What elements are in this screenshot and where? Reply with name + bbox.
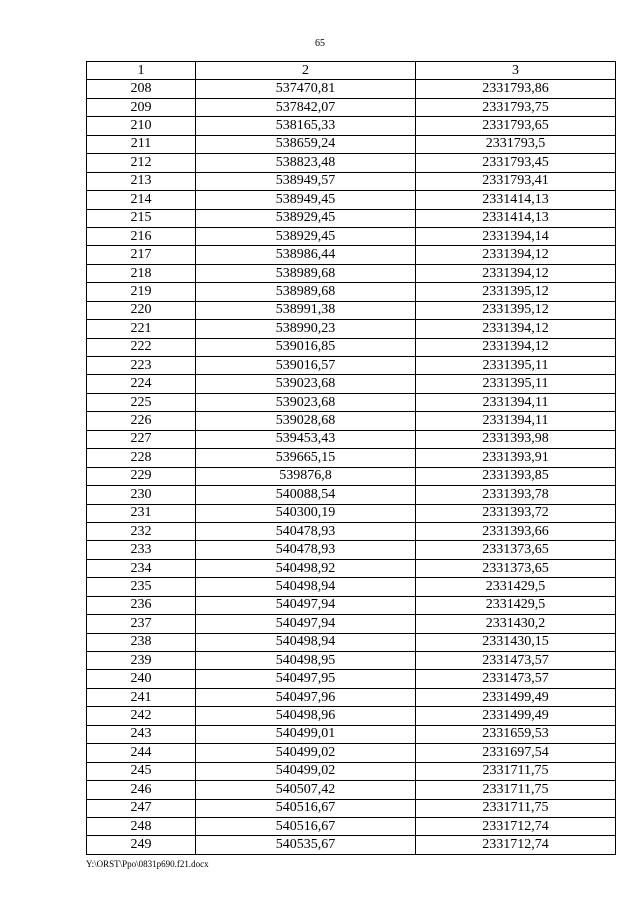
cell-y-coordinate: 2331711,75 <box>416 762 616 780</box>
table-row <box>87 707 616 725</box>
table-row <box>87 154 616 172</box>
cell-x-coordinate: 538986,44 <box>196 246 416 264</box>
cell-x-coordinate: 538929,45 <box>196 227 416 245</box>
table-row <box>87 338 616 356</box>
cell-point-number: 234 <box>87 559 196 577</box>
cell-x-coordinate: 538165,33 <box>196 117 416 135</box>
coordinates-table <box>86 61 616 855</box>
cell-x-coordinate: 539665,15 <box>196 449 416 467</box>
table-row <box>87 209 616 227</box>
cell-y-coordinate: 2331712,74 <box>416 817 616 835</box>
table-row <box>87 80 616 98</box>
cell-point-number: 240 <box>87 670 196 688</box>
cell-point-number: 226 <box>87 412 196 430</box>
table-row <box>87 393 616 411</box>
cell-x-coordinate: 540499,01 <box>196 725 416 743</box>
cell-y-coordinate: 2331711,75 <box>416 781 616 799</box>
footer-file-path: Y:\ORST\Ppo\0831p690.f21.docx <box>86 859 209 869</box>
table-row <box>87 191 616 209</box>
table-row <box>87 615 616 633</box>
cell-y-coordinate: 2331793,86 <box>416 80 616 98</box>
cell-point-number: 249 <box>87 836 196 854</box>
cell-y-coordinate: 2331499,49 <box>416 688 616 706</box>
column-header-y: 3 <box>416 62 616 80</box>
cell-x-coordinate: 539016,57 <box>196 357 416 375</box>
table-row <box>87 799 616 817</box>
cell-y-coordinate: 2331793,75 <box>416 98 616 116</box>
cell-x-coordinate: 539016,85 <box>196 338 416 356</box>
cell-x-coordinate: 540497,95 <box>196 670 416 688</box>
table-row <box>87 504 616 522</box>
column-header-point-number: 1 <box>87 62 196 80</box>
table-row <box>87 246 616 264</box>
cell-point-number: 213 <box>87 172 196 190</box>
cell-x-coordinate: 538823,48 <box>196 154 416 172</box>
cell-point-number: 212 <box>87 154 196 172</box>
cell-point-number: 219 <box>87 283 196 301</box>
cell-point-number: 239 <box>87 652 196 670</box>
cell-x-coordinate: 540478,93 <box>196 522 416 540</box>
cell-point-number: 233 <box>87 541 196 559</box>
table-row <box>87 227 616 245</box>
table-row <box>87 725 616 743</box>
cell-y-coordinate: 2331373,65 <box>416 541 616 559</box>
table-row <box>87 781 616 799</box>
cell-y-coordinate: 2331395,12 <box>416 283 616 301</box>
cell-point-number: 224 <box>87 375 196 393</box>
cell-y-coordinate: 2331429,5 <box>416 596 616 614</box>
cell-point-number: 209 <box>87 98 196 116</box>
cell-y-coordinate: 2331793,41 <box>416 172 616 190</box>
cell-point-number: 247 <box>87 799 196 817</box>
cell-y-coordinate: 2331473,57 <box>416 652 616 670</box>
cell-x-coordinate: 538949,57 <box>196 172 416 190</box>
cell-point-number: 228 <box>87 449 196 467</box>
table-row <box>87 357 616 375</box>
cell-y-coordinate: 2331473,57 <box>416 670 616 688</box>
cell-y-coordinate: 2331373,65 <box>416 559 616 577</box>
table-row <box>87 522 616 540</box>
cell-y-coordinate: 2331394,12 <box>416 320 616 338</box>
cell-x-coordinate: 540497,94 <box>196 596 416 614</box>
cell-point-number: 211 <box>87 135 196 153</box>
cell-y-coordinate: 2331395,11 <box>416 375 616 393</box>
cell-point-number: 248 <box>87 817 196 835</box>
table-row <box>87 559 616 577</box>
cell-y-coordinate: 2331659,53 <box>416 725 616 743</box>
cell-x-coordinate: 538659,24 <box>196 135 416 153</box>
cell-point-number: 241 <box>87 688 196 706</box>
table-row <box>87 98 616 116</box>
cell-point-number: 208 <box>87 80 196 98</box>
cell-y-coordinate: 2331394,14 <box>416 227 616 245</box>
cell-y-coordinate: 2331395,11 <box>416 357 616 375</box>
cell-x-coordinate: 537842,07 <box>196 98 416 116</box>
table-row <box>87 467 616 485</box>
cell-point-number: 230 <box>87 486 196 504</box>
table-row <box>87 430 616 448</box>
table-row <box>87 412 616 430</box>
table-row <box>87 541 616 559</box>
cell-point-number: 218 <box>87 264 196 282</box>
cell-point-number: 236 <box>87 596 196 614</box>
cell-point-number: 210 <box>87 117 196 135</box>
cell-y-coordinate: 2331395,12 <box>416 301 616 319</box>
cell-x-coordinate: 540088,54 <box>196 486 416 504</box>
cell-y-coordinate: 2331697,54 <box>416 744 616 762</box>
cell-y-coordinate: 2331393,98 <box>416 430 616 448</box>
cell-x-coordinate: 540498,94 <box>196 578 416 596</box>
table-row <box>87 817 616 835</box>
table-row <box>87 652 616 670</box>
cell-x-coordinate: 540498,94 <box>196 633 416 651</box>
table-row <box>87 670 616 688</box>
cell-x-coordinate: 537470,81 <box>196 80 416 98</box>
cell-x-coordinate: 538949,45 <box>196 191 416 209</box>
cell-y-coordinate: 2331414,13 <box>416 191 616 209</box>
cell-y-coordinate: 2331712,74 <box>416 836 616 854</box>
cell-x-coordinate: 538990,23 <box>196 320 416 338</box>
cell-point-number: 237 <box>87 615 196 633</box>
cell-point-number: 232 <box>87 522 196 540</box>
table-row <box>87 117 616 135</box>
table-row <box>87 172 616 190</box>
table-row <box>87 633 616 651</box>
cell-y-coordinate: 2331394,12 <box>416 264 616 282</box>
cell-point-number: 231 <box>87 504 196 522</box>
cell-point-number: 242 <box>87 707 196 725</box>
cell-y-coordinate: 2331393,66 <box>416 522 616 540</box>
cell-x-coordinate: 540499,02 <box>196 744 416 762</box>
cell-point-number: 235 <box>87 578 196 596</box>
cell-x-coordinate: 539023,68 <box>196 393 416 411</box>
cell-x-coordinate: 540507,42 <box>196 781 416 799</box>
cell-x-coordinate: 540300,19 <box>196 504 416 522</box>
cell-y-coordinate: 2331394,12 <box>416 338 616 356</box>
table-row <box>87 596 616 614</box>
table-row <box>87 744 616 762</box>
cell-y-coordinate: 2331429,5 <box>416 578 616 596</box>
table-row <box>87 688 616 706</box>
page-number: 65 <box>315 38 325 49</box>
cell-y-coordinate: 2331430,2 <box>416 615 616 633</box>
cell-point-number: 244 <box>87 744 196 762</box>
cell-x-coordinate: 538989,68 <box>196 264 416 282</box>
cell-point-number: 217 <box>87 246 196 264</box>
cell-x-coordinate: 539023,68 <box>196 375 416 393</box>
table-row <box>87 486 616 504</box>
cell-x-coordinate: 538991,38 <box>196 301 416 319</box>
table-row <box>87 301 616 319</box>
cell-y-coordinate: 2331393,91 <box>416 449 616 467</box>
cell-x-coordinate: 538989,68 <box>196 283 416 301</box>
cell-y-coordinate: 2331793,5 <box>416 135 616 153</box>
cell-x-coordinate: 540516,67 <box>196 799 416 817</box>
cell-x-coordinate: 540498,92 <box>196 559 416 577</box>
cell-y-coordinate: 2331394,11 <box>416 412 616 430</box>
column-header-x: 2 <box>196 62 416 80</box>
cell-y-coordinate: 2331499,49 <box>416 707 616 725</box>
table-row <box>87 449 616 467</box>
cell-point-number: 238 <box>87 633 196 651</box>
cell-point-number: 215 <box>87 209 196 227</box>
cell-x-coordinate: 538929,45 <box>196 209 416 227</box>
cell-x-coordinate: 539028,68 <box>196 412 416 430</box>
cell-y-coordinate: 2331430,15 <box>416 633 616 651</box>
cell-point-number: 225 <box>87 393 196 411</box>
cell-point-number: 223 <box>87 357 196 375</box>
cell-point-number: 222 <box>87 338 196 356</box>
cell-point-number: 243 <box>87 725 196 743</box>
table-row <box>87 283 616 301</box>
cell-y-coordinate: 2331393,78 <box>416 486 616 504</box>
cell-y-coordinate: 2331394,11 <box>416 393 616 411</box>
table-row <box>87 836 616 854</box>
cell-y-coordinate: 2331793,65 <box>416 117 616 135</box>
cell-x-coordinate: 540499,02 <box>196 762 416 780</box>
cell-point-number: 221 <box>87 320 196 338</box>
table-row <box>87 135 616 153</box>
cell-point-number: 214 <box>87 191 196 209</box>
cell-y-coordinate: 2331393,85 <box>416 467 616 485</box>
table-row <box>87 375 616 393</box>
cell-x-coordinate: 540535,67 <box>196 836 416 854</box>
cell-x-coordinate: 539453,43 <box>196 430 416 448</box>
table-body <box>87 80 616 854</box>
table-row <box>87 578 616 596</box>
cell-y-coordinate: 2331393,72 <box>416 504 616 522</box>
cell-x-coordinate: 540497,96 <box>196 688 416 706</box>
cell-x-coordinate: 540516,67 <box>196 817 416 835</box>
cell-point-number: 216 <box>87 227 196 245</box>
cell-point-number: 220 <box>87 301 196 319</box>
cell-point-number: 229 <box>87 467 196 485</box>
cell-point-number: 246 <box>87 781 196 799</box>
table-row <box>87 320 616 338</box>
cell-x-coordinate: 540497,94 <box>196 615 416 633</box>
cell-point-number: 245 <box>87 762 196 780</box>
cell-x-coordinate: 540498,95 <box>196 652 416 670</box>
cell-point-number: 227 <box>87 430 196 448</box>
cell-x-coordinate: 540498,96 <box>196 707 416 725</box>
cell-x-coordinate: 539876,8 <box>196 467 416 485</box>
cell-y-coordinate: 2331711,75 <box>416 799 616 817</box>
cell-x-coordinate: 540478,93 <box>196 541 416 559</box>
cell-y-coordinate: 2331793,45 <box>416 154 616 172</box>
table-header-row <box>87 62 616 80</box>
cell-y-coordinate: 2331394,12 <box>416 246 616 264</box>
table-row <box>87 264 616 282</box>
cell-y-coordinate: 2331414,13 <box>416 209 616 227</box>
table-row <box>87 762 616 780</box>
